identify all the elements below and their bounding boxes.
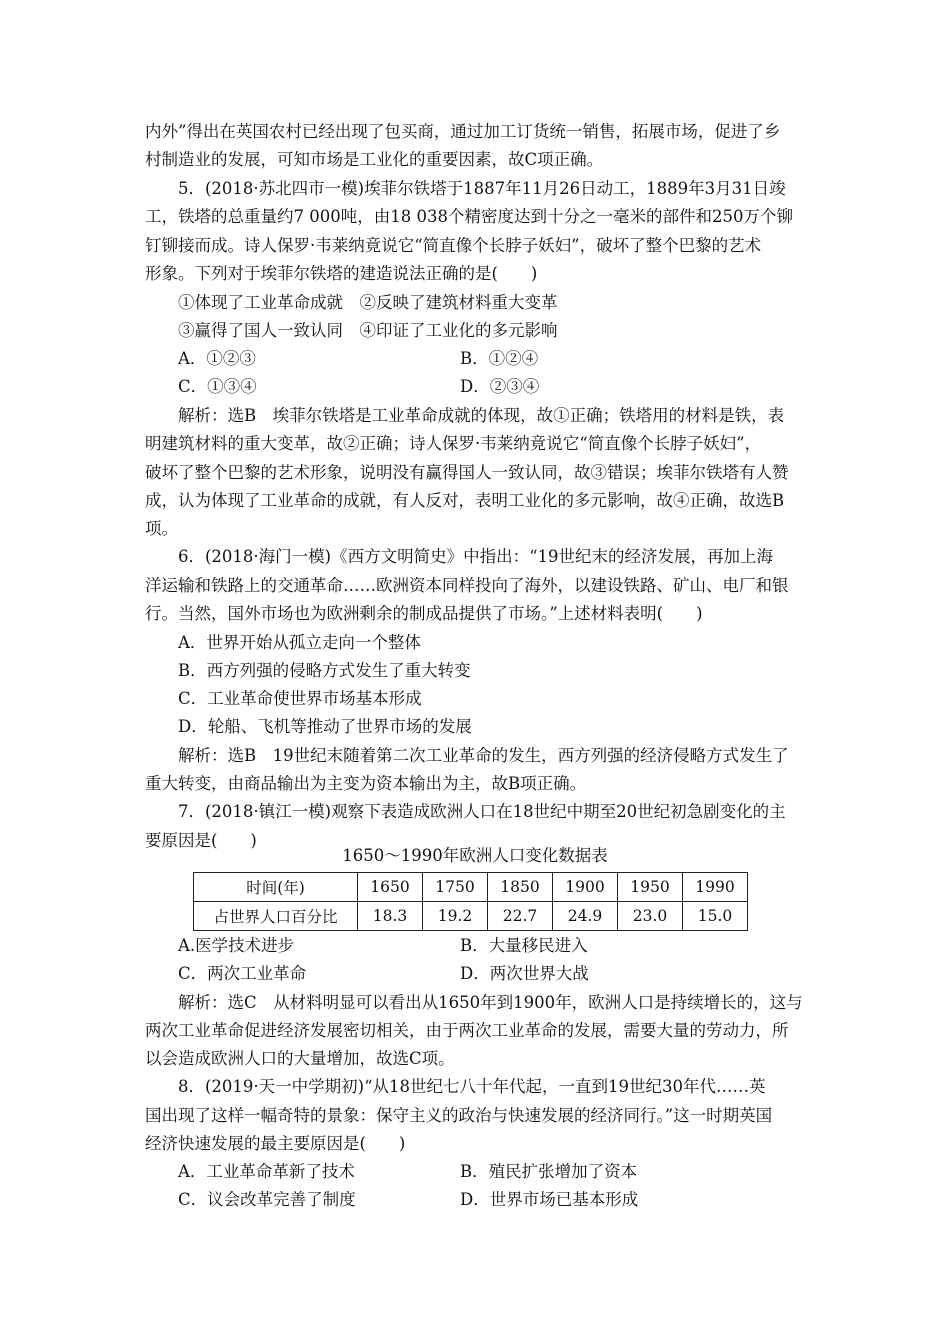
option-c: C．工业革命使世界市场基本形成: [178, 689, 422, 708]
text-line: 洋运输和铁路上的交通革命……欧洲资本同样投向了海外，以建设铁路、矿山、电厂和银: [145, 576, 789, 595]
text-line: 内外”得出在英国农村已经出现了包买商，通过加工订货统一销售，拓展市场，促进了乡: [145, 122, 781, 141]
option-a: A．工业革命革新了技术: [178, 1162, 355, 1181]
question-7-stem: 7．(2018·镇江一模)观察下表造成欧洲人口在18世纪中期至20世纪初急剧变化的主: [178, 802, 786, 821]
option-d: D．②③④: [460, 377, 540, 396]
text-line: 要原因是( ): [145, 831, 257, 850]
option-b: B．①②④: [460, 349, 539, 368]
statement-line: ③赢得了国人一致认同 ④印证了工业化的多元影响: [178, 321, 558, 340]
row-header: 时间(年): [194, 873, 358, 902]
question-6-stem: 6．(2018·海门一模)《西方文明简史》中指出：“19世纪末的经济发展，再加上海: [178, 547, 774, 566]
text-line: 村制造业的发展，可知市场是工业化的重要因素，故C项正确。: [145, 150, 604, 169]
option-a: A.医学技术进步: [178, 936, 295, 955]
option-c: C．①③④: [178, 377, 257, 396]
percent-cell: 15.0: [683, 902, 748, 931]
text-line: 国出现了这样一幅奇特的景象：保守主义的政治与快速发展的经济同行。”这一时期英国: [145, 1106, 773, 1125]
text-line: 形象。下列对于埃菲尔铁塔的建造说法正确的是( ): [145, 264, 538, 283]
question-8-stem: 8．(2019·天一中学期初)“从18世纪七八十年代起，一直到19世纪30年代……英: [178, 1077, 766, 1096]
table-row: [194, 902, 748, 931]
text-line: 工，铁塔的总重量约7 000吨，由18 038个精密度达到十分之一毫米的部件和250万个铆: [145, 207, 793, 226]
option-d: D．两次世界大战: [460, 964, 589, 983]
text-line: 两次工业革命促进经济发展密切相关，由于两次工业革命的发展，需要大量的劳动力，所: [145, 1021, 789, 1040]
statement-line: ①体现了工业革命成就 ②反映了建筑材料重大变革: [178, 293, 558, 312]
option-c: C．议会改革完善了制度: [178, 1190, 356, 1209]
population-table: [193, 872, 748, 931]
percent-cell: 22.7: [488, 902, 553, 931]
year-cell: 1990: [683, 873, 748, 902]
percent-cell: 23.0: [618, 902, 683, 931]
year-cell: 1650: [358, 873, 423, 902]
text-line: 明建筑材料的重大变革，故②正确；诗人保罗·韦莱纳竟说它“简直像个长脖子妖妇”，: [145, 434, 762, 453]
answer-analysis: 解析：选C 从材料明显可以看出从1650年到1900年，欧洲人口是持续增长的，这与: [178, 993, 803, 1012]
answer-analysis: 解析：选B 埃菲尔铁塔是工业革命成就的体现，故①正确；铁塔用的材料是铁，表: [178, 406, 785, 425]
year-cell: 1950: [618, 873, 683, 902]
answer-analysis: 解析：选B 19世纪末随着第二次工业革命的发生，西方列强的经济侵略方式发生了: [178, 746, 789, 765]
option-b: B．大量移民进入: [460, 936, 588, 955]
percent-cell: 18.3: [358, 902, 423, 931]
text-line: 经济快速发展的最主要原因是( ): [145, 1134, 406, 1153]
percent-cell: 24.9: [553, 902, 618, 931]
question-5-stem: 5．(2018·苏北四市一模)埃菲尔铁塔于1887年11月26日动工，1889年3月31日竣: [178, 179, 786, 198]
option-a: A．世界开始从孤立走向一个整体: [178, 633, 421, 652]
option-d: D．世界市场已基本形成: [460, 1190, 639, 1209]
table-row: [194, 873, 748, 902]
table-caption: 1650～1990年欧洲人口变化数据表: [342, 846, 608, 865]
option-b: B．西方列强的侵略方式发生了重大转变: [178, 661, 471, 680]
text-line: 钉铆接而成。诗人保罗·韦莱纳竟说它“简直像个长脖子妖妇”，破坏了整个巴黎的艺术: [145, 236, 762, 255]
text-line: 破坏了整个巴黎的艺术形象，说明没有赢得国人一致认同，故③错误；埃菲尔铁塔有人赞: [145, 463, 789, 482]
text-line: 以会造成欧洲人口的大量增加，故选C项。: [145, 1049, 455, 1068]
text-line: 行。当然，国外市场也为欧洲剩余的制成品提供了市场。”上述材料表明( ): [145, 604, 703, 623]
year-cell: 1900: [553, 873, 618, 902]
option-a: A．①②③: [178, 349, 256, 368]
option-d: D．轮船、飞机等推动了世界市场的发展: [178, 717, 472, 736]
option-b: B．殖民扩张增加了资本: [460, 1162, 638, 1181]
option-c: C．两次工业革命: [178, 964, 307, 983]
year-cell: 1750: [423, 873, 488, 902]
percent-cell: 19.2: [423, 902, 488, 931]
year-cell: 1850: [488, 873, 553, 902]
row-header: 占世界人口百分比: [194, 902, 358, 931]
text-line: 重大转变，由商品输出为主变为资本输出为主，故B项正确。: [145, 774, 587, 793]
text-line: 成，认为体现了工业革命的成就，有人反对，表明工业化的多元影响，故④正确，故选B: [145, 491, 785, 510]
text-line: 项。: [145, 519, 178, 538]
